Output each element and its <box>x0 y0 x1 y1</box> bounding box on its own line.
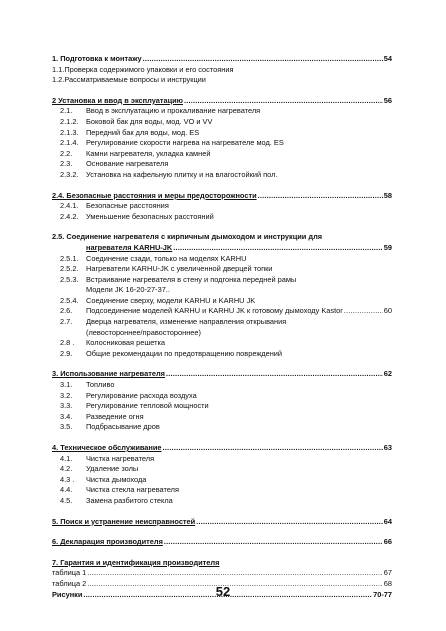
toc-entry-number: 2.6. <box>60 306 73 316</box>
toc-leader-dots <box>173 243 383 254</box>
toc-entry-title: Соединение сзади, только на моделях KARHU <box>86 253 247 263</box>
toc-entry <box>52 443 392 454</box>
toc-entry-title: Подсоединение моделей KARHU и KARHU JK к готовому дымоходу Kastor <box>86 306 343 316</box>
toc-entry-number: 2.3. <box>60 159 73 169</box>
toc-entry-title: таблица 1 <box>52 568 87 578</box>
toc-section <box>52 96 392 181</box>
toc-entry <box>52 338 392 349</box>
toc-entry-number: 3.5. <box>60 422 73 432</box>
toc-entry-title: Соединение сверху, модели KARHU и KARHU JK <box>86 295 256 305</box>
toc-entry-title: Топливо <box>86 380 115 390</box>
toc-entry-page: 63 <box>383 443 392 452</box>
toc-entry-number: 4.3 . <box>60 474 75 484</box>
toc-entry-title: Ввод в эксплуатацию и прокаливание нагревателя <box>86 106 261 116</box>
toc-entry <box>52 496 392 507</box>
table-of-contents <box>52 54 392 610</box>
toc-section <box>52 537 392 548</box>
toc-entry <box>52 568 392 579</box>
toc-entry-number: 2.5.1. <box>60 253 79 263</box>
toc-entry <box>52 285 392 296</box>
toc-entry-title: 1.2.Рассматриваемые вопросы и инструкции <box>52 75 206 85</box>
toc-entry-title: Подбрасывание дров <box>86 422 160 432</box>
toc-entry-number: 2.1.4. <box>60 138 79 148</box>
toc-entry-number: 2.5.3. <box>60 274 79 284</box>
toc-entry-title: Передний бак для воды, мод. ES <box>86 127 200 137</box>
toc-leader-dots <box>87 568 383 579</box>
toc-entry-page: 54 <box>383 54 392 63</box>
toc-entry-number: 2.1.3. <box>60 127 79 137</box>
toc-entry-title: Нагреватели KARHU-JK с увеличенной дверцей топки <box>86 264 273 274</box>
toc-entry-title: Чистка нагревателя <box>86 453 155 463</box>
toc-entry-page: 58 <box>383 190 392 200</box>
toc-entry-title: Замена разбитого стекла <box>86 495 173 505</box>
toc-entry-title: Уменьшение безопасных расстояний <box>86 211 214 221</box>
toc-entry-number: 2.7. <box>60 317 73 327</box>
toc-entry <box>52 138 392 149</box>
toc-leader-dots <box>163 443 383 454</box>
toc-entry-number: 2.5.2. <box>60 264 79 274</box>
toc-entry-title: Чистка дымохода <box>86 474 147 484</box>
toc-entry-page: 68 <box>383 578 392 588</box>
toc-entry <box>52 96 392 107</box>
toc-leader-dots <box>196 517 383 528</box>
toc-entry-title: Регулирование расхода воздуха <box>86 390 197 400</box>
toc-entry <box>52 212 392 223</box>
toc-entry-number: 4.4. <box>60 485 73 495</box>
toc-leader-dots <box>164 537 383 548</box>
toc-entry <box>52 170 392 181</box>
toc-entry <box>52 306 392 317</box>
toc-entry <box>52 412 392 423</box>
toc-leader-dots <box>258 191 383 202</box>
toc-entry-number: 2.4.2. <box>60 211 79 221</box>
toc-entry-number: 3.1. <box>60 380 73 390</box>
toc-entry-title: Безопасные расстояния <box>86 201 169 211</box>
toc-entry <box>52 558 392 569</box>
toc-entry-title: (левостороннее/правостороннее) <box>86 327 201 337</box>
toc-entry <box>52 264 392 275</box>
toc-section <box>52 443 392 507</box>
toc-entry-title: Дверца нагревателя, изменение направления открывания <box>86 317 287 327</box>
toc-entry-number: 4.5. <box>60 495 73 505</box>
toc-entry <box>52 254 392 265</box>
toc-entry-page: 56 <box>383 95 392 105</box>
toc-entry-title: нагревателя KARHU-JK <box>86 242 173 252</box>
toc-entry <box>52 485 392 496</box>
toc-entry-page: 67 <box>383 568 392 578</box>
toc-entry-title: Колосниковая решетка <box>86 338 166 348</box>
toc-entry-number: 2.8 . <box>60 338 75 348</box>
toc-entry <box>52 422 392 433</box>
toc-entry-title: Камни нагревателя, укладка камней <box>86 148 211 158</box>
toc-entry <box>52 149 392 160</box>
toc-entry <box>52 369 392 380</box>
toc-leader-dots <box>166 369 383 380</box>
toc-entry <box>52 106 392 117</box>
toc-entry-page: 66 <box>383 537 392 547</box>
toc-entry-page: 64 <box>383 516 392 526</box>
toc-entry-page: 59 <box>383 242 392 252</box>
toc-entry-number: 2.2. <box>60 148 73 158</box>
toc-entry <box>52 475 392 486</box>
toc-entry-number: 4.1. <box>60 453 73 463</box>
toc-section <box>52 54 392 86</box>
toc-section <box>52 517 392 528</box>
toc-entry-title: 2 Установка и ввод в эксплуатацию <box>52 95 183 105</box>
toc-entry-title: Модели JK 16-20-27-37.. <box>86 285 170 295</box>
toc-entry-title: Рисунки <box>52 589 83 599</box>
toc-section <box>52 191 392 223</box>
toc-entry <box>52 201 392 212</box>
toc-section <box>52 232 392 359</box>
toc-entry-number: 2.3.2. <box>60 169 79 179</box>
toc-entry-title: Чистка стекла нагревателя <box>86 485 179 495</box>
toc-entry-title: 7. Гарантия и идентификация производителя <box>52 557 220 567</box>
toc-entry <box>52 275 392 286</box>
toc-entry-number: 2.1.2. <box>60 116 79 126</box>
toc-entry-title: Основание нагревателя <box>86 159 169 169</box>
toc-entry-number: 2.9. <box>60 348 73 358</box>
toc-entry <box>52 191 392 202</box>
toc-entry-title: 2.4. Безопасные расстояния и меры предосторожности <box>52 190 257 200</box>
toc-leader-dots <box>344 306 383 317</box>
toc-entry <box>52 75 392 86</box>
toc-entry-title: Регулирование скорости нагрева на нагревателе мод. ES <box>86 138 284 148</box>
toc-entry-title: Разведение огня <box>86 411 144 421</box>
toc-entry-number: 2.1. <box>60 106 73 116</box>
toc-entry <box>52 517 392 528</box>
toc-entry-page: 70-77 <box>373 589 392 599</box>
toc-entry-title: 1. Подготовка к монтажу <box>52 54 142 63</box>
toc-entry-page: 62 <box>383 369 392 379</box>
toc-leader-dots <box>184 96 383 107</box>
toc-entry-title: Боковой бак для воды, мод. VO и VV <box>86 116 213 126</box>
page-number: 52 <box>215 584 231 599</box>
toc-entry-number: 2.4.1. <box>60 201 79 211</box>
toc-entry <box>52 464 392 475</box>
toc-entry <box>52 243 392 254</box>
toc-entry-title: 5. Поиск и устранение неисправностей <box>52 516 196 526</box>
toc-entry <box>52 537 392 548</box>
toc-entry-title: таблица 2 <box>52 578 87 588</box>
toc-entry-title: 4. Техническое обслуживание <box>52 443 162 452</box>
toc-entry-title: Установка на кафельную плитку и на влагостойкий пол. <box>86 169 278 179</box>
toc-entry <box>52 128 392 139</box>
toc-entry <box>52 296 392 307</box>
toc-entry <box>52 232 392 243</box>
toc-leader-dots <box>143 54 383 65</box>
toc-entry-title: 6. Декларация производителя <box>52 537 163 547</box>
toc-entry-title: 2.5. Соединение нагревателя с кирпичным дымоходом и инструкции для <box>52 232 323 242</box>
toc-entry-number: 2.5.4. <box>60 295 79 305</box>
toc-entry-number: 3.3. <box>60 401 73 411</box>
toc-entry <box>52 380 392 391</box>
toc-section <box>52 369 392 433</box>
toc-entry <box>52 117 392 128</box>
toc-entry <box>52 391 392 402</box>
toc-entry-title: 3. Использование нагревателя <box>52 369 165 379</box>
toc-entry <box>52 159 392 170</box>
toc-entry-title: Удаление золы <box>86 464 139 474</box>
toc-entry <box>52 54 392 65</box>
toc-entry-number: 3.4. <box>60 411 73 421</box>
toc-entry-page: 60 <box>383 306 392 316</box>
toc-entry-title: Встраивание нагревателя в стену и подгонка передней рамы <box>86 274 297 284</box>
toc-entry-number: 3.2. <box>60 390 73 400</box>
toc-entry-title: Общие рекомендации по предотвращению повреждений <box>86 348 283 358</box>
toc-entry <box>52 65 392 76</box>
toc-entry-title: 1.1.Проверка содержимого упаковки и его состояния <box>52 64 234 74</box>
toc-entry <box>52 401 392 412</box>
toc-entry <box>52 454 392 465</box>
toc-entry <box>52 328 392 339</box>
toc-entry-title: Регулирование тепловой мощности <box>86 401 209 411</box>
toc-entry <box>52 317 392 328</box>
toc-entry <box>52 349 392 360</box>
toc-entry-number: 4.2. <box>60 464 73 474</box>
